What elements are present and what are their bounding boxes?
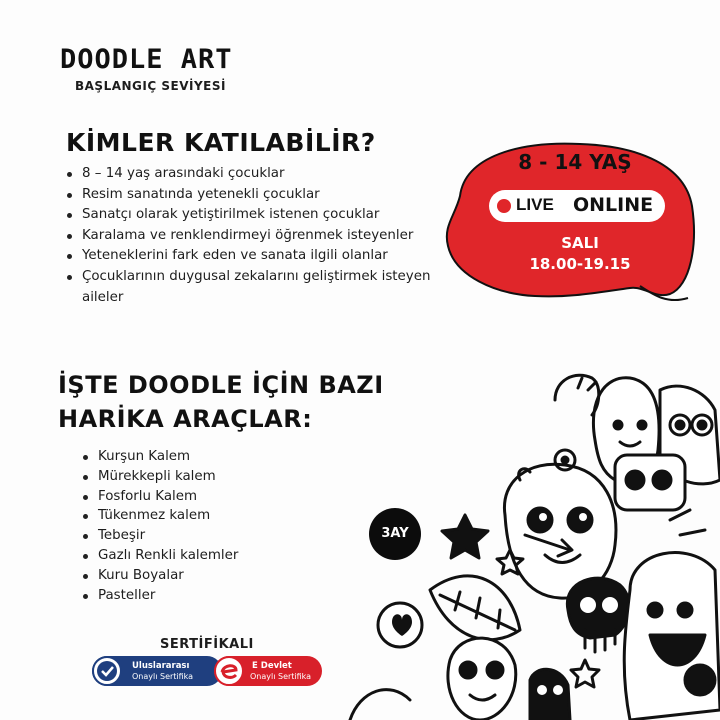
list-item: Çocuklarının duygusal zekalarını geliştirmek isteyen aileler bbox=[66, 267, 436, 308]
who-heading: KİMLER KATILABİLİR? bbox=[66, 128, 376, 157]
duration-badge: 3AY bbox=[369, 508, 421, 560]
list-item: Kuru Boyalar bbox=[82, 566, 342, 586]
edevlet-cert-badge bbox=[214, 656, 322, 686]
age-label: 8 - 14 YAŞ bbox=[518, 150, 632, 174]
list-item: Yeteneklerini fark eden ve sanata ilgili olanlar bbox=[66, 246, 436, 267]
live-label: LIVE bbox=[516, 195, 554, 214]
list-item: Tükenmez kalem bbox=[82, 506, 342, 526]
certificate-title: SERTİFİKALI bbox=[160, 637, 254, 652]
tools-heading-line1: İŞTE DOODLE İÇİN BAZI bbox=[58, 371, 384, 399]
day-label: SALI bbox=[561, 234, 599, 252]
list-item: Resim sanatında yetenekli çocuklar bbox=[66, 185, 436, 206]
badge-line1: E Devlet bbox=[252, 661, 292, 671]
doodle-illustration bbox=[330, 330, 720, 720]
badge-line1: Uluslararası bbox=[132, 661, 190, 671]
online-label: ONLINE bbox=[573, 194, 654, 216]
brand-title: DOODLE ART bbox=[60, 44, 233, 75]
list-item: Sanatçı olarak yetiştirilmek istenen çocuklar bbox=[66, 205, 436, 226]
list-item: Kurşun Kalem bbox=[82, 447, 342, 467]
live-online-pill bbox=[489, 190, 665, 222]
list-item: Fosforlu Kalem bbox=[82, 487, 342, 507]
live-dot-icon bbox=[497, 199, 511, 213]
list-item: 8 – 14 yaş arasındaki çocuklar bbox=[66, 164, 436, 185]
who-list bbox=[66, 164, 436, 308]
edevlet-logo-icon bbox=[214, 656, 244, 686]
list-item: Gazlı Renkli kalemler bbox=[82, 546, 342, 566]
tools-list bbox=[82, 447, 342, 605]
list-item: Tebeşir bbox=[82, 526, 342, 546]
international-cert-badge bbox=[92, 656, 222, 686]
badge-line2: Onaylı Sertifika bbox=[132, 672, 194, 681]
badge-line2: Onaylı Sertifika bbox=[250, 672, 312, 681]
list-item: Mürekkepli kalem bbox=[82, 467, 342, 487]
check-icon bbox=[92, 656, 122, 686]
list-item: Pasteller bbox=[82, 586, 342, 606]
time-label: 18.00-19.15 bbox=[529, 255, 631, 273]
brand-subtitle: BAŞLANGIÇ SEVİYESİ bbox=[75, 79, 226, 93]
tools-heading-line2: HARİKA ARAÇLAR: bbox=[58, 405, 313, 433]
list-item: Karalama ve renklendirmeyi öğrenmek isteyenler bbox=[66, 226, 436, 247]
